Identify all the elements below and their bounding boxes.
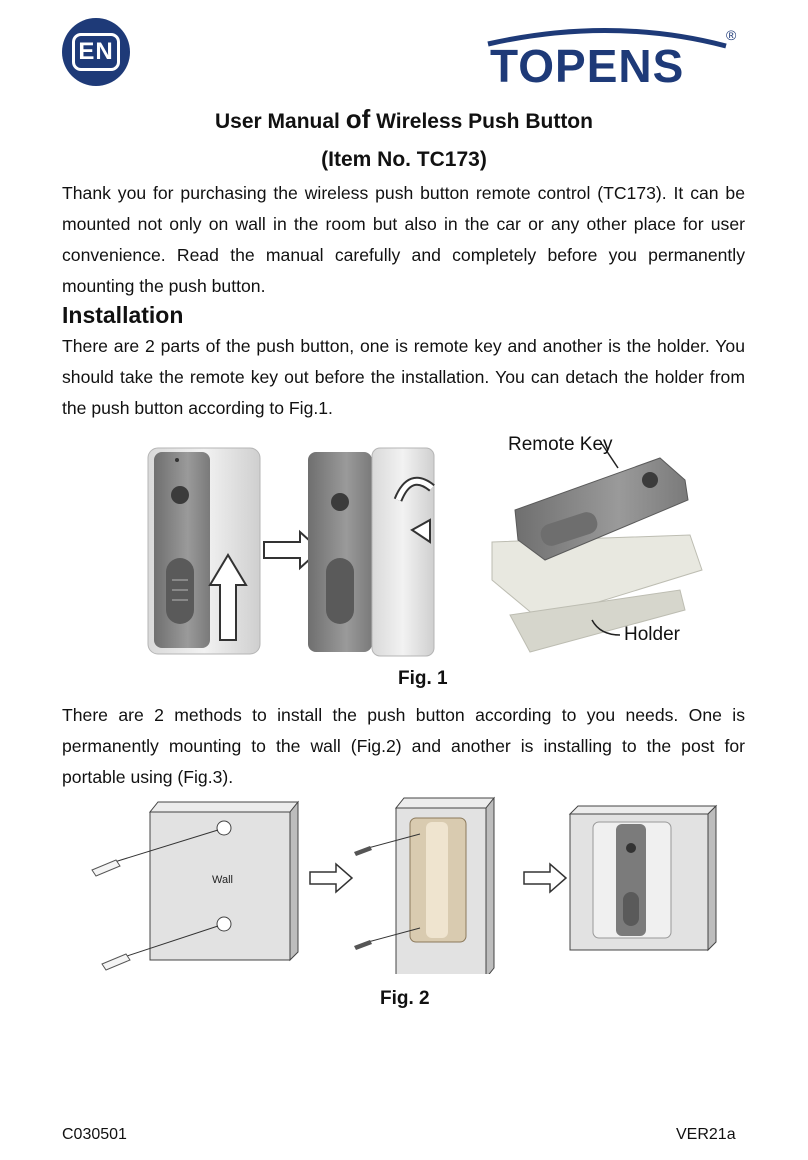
registered-mark: ® [726,27,737,43]
figure-1-caption: Fig. 1 [398,668,448,689]
title-part1: User Manual [215,110,340,133]
brand-logo-graphic [486,22,746,88]
item-number: (Item No. TC173) [321,148,487,171]
language-badge [62,18,130,86]
holder-on-wall-illustration [354,798,494,974]
installation-paragraph-2: There are 2 methods to install the push button according to you needs. One is permanently mounting to the wall (Fig.2) and another is installing to the post for portable using (Fig.3). [62,705,745,787]
brand-name: TOPENS [490,40,685,88]
remote-key-and-holder-illustration [492,434,702,652]
title-part2: Wireless Push Button [376,110,593,133]
brand-logo [486,22,746,88]
document-version: VER21a [676,1126,736,1143]
page-title [0,104,808,135]
intro-paragraph: Thank you for purchasing the wireless push button remote control (TC173). It can be mounted not only on wall in the room but also in the car or any other place for user convenience. Read the manual carefully and completely before you permanently mounting the push button. [62,183,745,296]
installation-heading: Installation [62,302,184,328]
figure-1 [140,430,720,660]
push-button-detaching-illustration [308,448,434,656]
arrow-right-icon [524,864,566,892]
label-wall: Wall [212,874,233,886]
wall-panel-illustration [92,802,298,970]
label-holder: Holder [624,624,680,645]
figure-2 [88,794,728,974]
title-of: of [345,104,371,134]
figure-2-caption: Fig. 2 [380,988,430,1009]
installation-paragraph-1: There are 2 parts of the push button, one is remote key and another is the holder. You should take the remote key out before the installation. You can detach the holder from the push button according to Fig.1. [62,336,745,418]
arrow-right-icon [310,864,352,892]
document-code: C030501 [62,1126,127,1143]
label-remote-key: Remote Key [508,434,613,455]
mounted-push-button-illustration [570,806,716,950]
push-button-assembled-illustration [148,448,260,654]
language-badge-label: EN [72,33,120,71]
